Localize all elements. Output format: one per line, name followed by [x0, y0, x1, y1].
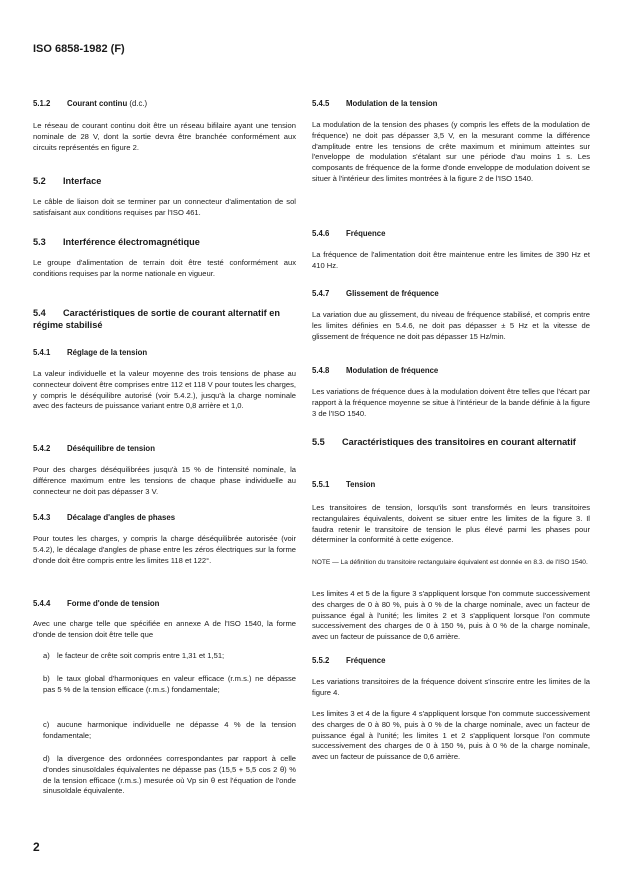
heading-5-4-1: [33, 348, 296, 359]
section-number: 5.4: [33, 308, 46, 318]
section-title: Modulation de fréquence: [346, 366, 439, 375]
heading-5-4-6: [312, 229, 590, 240]
list-marker: c): [43, 720, 50, 729]
section-title: Interface: [63, 176, 102, 186]
section-title: Tension: [346, 480, 376, 489]
section-title: Courant continu: [67, 99, 128, 108]
heading-5-4-3: [33, 513, 296, 524]
section-title: Caractéristiques des transitoires en courant alternatif: [342, 437, 576, 447]
list-marker: d): [43, 754, 50, 763]
list-item-c: [33, 720, 296, 742]
paragraph-5-2: Le câble de liaison doit se terminer par un connecteur d'alimentation de sol satisfaisant aux conditions requises par l'ISO 461.: [33, 197, 296, 217]
paragraph-5-4-3: Pour toutes les charges, y compris la charge déséquilibrée autorisée (voir 5.4.2), le décalage d'angles de phase entre les zéros électriques sur la forme d'onde doit être compris entre les limites 118 et 122°.: [33, 534, 296, 565]
section-number: 5.1.2: [33, 99, 51, 108]
heading-5-4-8: [312, 366, 590, 377]
section-title: Fréquence: [346, 229, 386, 238]
paragraph-5-5-2-limits: Les limites 3 et 4 de la figure 4 s'appliquent lorsque l'on commute successivement des charges de 0 à 80 %, puis à 0 % de la charge nominale, avec un facteur de puissance égal à l'unité; les limites 1 et 2 s'appliquent lorsque l'on commute successivement des charges de 0 à 150 %, puis à 0 % de la charge nominale, avec un facteur de puissance de 0,6 arrière.: [312, 709, 590, 762]
heading-5-4-4: [33, 599, 296, 610]
paragraph-5-1-2: Le réseau de courant continu doit être un réseau bifilaire ayant une tension nominale de 28 V, dont la sortie devra être branchée conformément aux circuits représentés en figure 2.: [33, 121, 296, 152]
paragraph-5-4-5: La modulation de la tension des phases (y compris les effets de la modulation de fréquence) ne doit pas dépasser 3,5 V, en la mesurant comme la différence d'amplitude entre les tensions de crête maximum et minimum atteintes sur l'enveloppe de modulation s'étalant sur une période d'au moins 1 s. Les composants de fréquence de la forme d'onde enveloppe de modulation doivent se situer à l'intérieur des limites montrées à la figure 2 de l'ISO 1540.: [312, 120, 590, 183]
section-number: 5.4.2: [33, 444, 51, 453]
paragraph-5-3: Le groupe d'alimentation de terrain doit être testé conformément aux conditions requises par la norme nationale en vigueur.: [33, 258, 296, 278]
list-text: le taux global d'harmoniques en valeur efficace (r.m.s.) ne dépasse pas 5 % de la tension efficace (r.m.s.) fondamentale;: [43, 674, 296, 694]
heading-5-4-2: [33, 444, 296, 455]
section-title: Déséquilibre de tension: [67, 444, 155, 453]
list-text: la divergence des ordonnées correspondantes par rapport à celle d'ondes sinusoïdales équivalentes ne dépasse pas (15,5 + 5,5 cos 2 θ) % de la tension efficace (r.m.s.) mesurée où Vp sin θ est l'équation de l'onde sinusoïdale équivalente.: [43, 754, 296, 796]
list-text: le facteur de crête soit compris entre 1,31 et 1,51;: [57, 651, 225, 660]
page-number: 2: [33, 840, 40, 854]
section-number: 5.5.1: [312, 480, 330, 489]
section-title: Fréquence: [346, 656, 386, 665]
section-title: Réglage de la tension: [67, 348, 148, 357]
section-title: Caractéristiques de sortie de courant alternatif en régime stabilisé: [33, 308, 280, 330]
list-item-d: [33, 754, 296, 797]
list-item-b: [33, 674, 296, 696]
section-number: 5.4.7: [312, 289, 330, 298]
section-number: 5.4.4: [33, 599, 51, 608]
section-number: 5.4.1: [33, 348, 51, 357]
paragraph-5-4-4: Avec une charge telle que spécifiée en annexe A de l'ISO 1540, la forme d'onde de tension doit être telle que: [33, 619, 296, 639]
heading-5-5-1: [312, 480, 590, 491]
document-header: ISO 6858-1982 (F): [33, 43, 125, 55]
list-text: aucune harmonique individuelle ne dépasse 4 % de la tension fondamentale;: [43, 720, 296, 740]
list-marker: b): [43, 674, 50, 683]
paragraph-5-4-7: La variation due au glissement, du niveau de fréquence stabilisé, et compris entre les limites définies en 5.4.6, ne doit pas dépasser ± 5 Hz et la vitesse de glissement de fréquence ne doit pas dépasser 15 Hz/min.: [312, 310, 590, 341]
section-number: 5.2: [33, 176, 46, 186]
section-title: Forme d'onde de tension: [67, 599, 160, 608]
heading-5-5-2: [312, 656, 590, 667]
list-marker: a): [43, 651, 50, 660]
list-item-a: [33, 651, 296, 662]
section-title: Interférence électromagnétique: [63, 237, 200, 247]
section-number: 5.5.2: [312, 656, 330, 665]
heading-5-4-5: [312, 99, 590, 110]
section-number: 5.4.5: [312, 99, 330, 108]
heading-5-5: [312, 436, 590, 448]
heading-5-4-7: [312, 289, 590, 300]
paragraph-5-4-6: La fréquence de l'alimentation doit être maintenue entre les limites de 390 Hz et 410 Hz.: [312, 250, 590, 270]
paragraph-5-4-8: Les variations de fréquence dues à la modulation doivent être telles que l'écart par rapport à la fréquence moyenne se situe à l'intérieur de la bande définie à la figure 3 de l'ISO 1540.: [312, 387, 590, 418]
note-5-5-1: NOTE — La définition du transitoire rectangulaire équivalent est donnée en 8.3. de l'ISO 1540.: [312, 559, 588, 566]
heading-5-1-2: [33, 99, 296, 110]
heading-5-3: [33, 236, 296, 248]
heading-5-4: [33, 307, 296, 331]
section-number: 5.4.3: [33, 513, 51, 522]
section-title: Glissement de fréquence: [346, 289, 439, 298]
paragraph-5-4-2: Pour des charges déséquilibrées jusqu'à 15 % de l'intensité nominale, la différence maximum entre les tensions de chaque phase individuelle au connecteur ne doit pas dépasser 3 V.: [33, 465, 296, 496]
heading-5-2: [33, 175, 296, 187]
paragraph-5-5-2: Les variations transitoires de la fréquence doivent s'inscrire entre les limites de la figure 4.: [312, 677, 590, 697]
section-number: 5.5: [312, 437, 325, 447]
paragraph-5-5-1: Les transitoires de tension, lorsqu'ils sont transformés en leurs transitoires rectangulaires équivalents, doivent se situer entre les limites de la figure 3. Il faudra retenir le transitoire de tension le plus élevé parmi les phases pour déterminer la conformité à cette exigence.: [312, 503, 590, 545]
section-number: 5.4.6: [312, 229, 330, 238]
section-title-suffix: (d.c.): [127, 99, 148, 108]
section-title: Décalage d'angles de phases: [67, 513, 176, 522]
section-number: 5.4.8: [312, 366, 330, 375]
paragraph-5-5-1-limits: Les limites 4 et 5 de la figure 3 s'appliquent lorsque l'on commute successivement des charges de 0 à 80 %, puis à 0 % de la charge nominale, avec un facteur de puissance égal à l'unité; les limites 2 et 3 s'appliquent lorsque l'on commute successivement des charges de 0 à 150 %, puis à 0 % de la charge nominale, avec un facteur de puissance de 0,6 arrière.: [312, 589, 590, 642]
paragraph-5-4-1: La valeur individuelle et la valeur moyenne des trois tensions de phase au connecteur doivent être comprises entre 112 et 118 V pour toutes les charges, y compris le déséquilibre autorisé (voir 5.4.2.), jusqu'à la charge nominale avec des facteurs de puissance variant entre 0,8 arrière et 1,0.: [33, 369, 296, 411]
section-number: 5.3: [33, 237, 46, 247]
section-title: Modulation de la tension: [346, 99, 438, 108]
